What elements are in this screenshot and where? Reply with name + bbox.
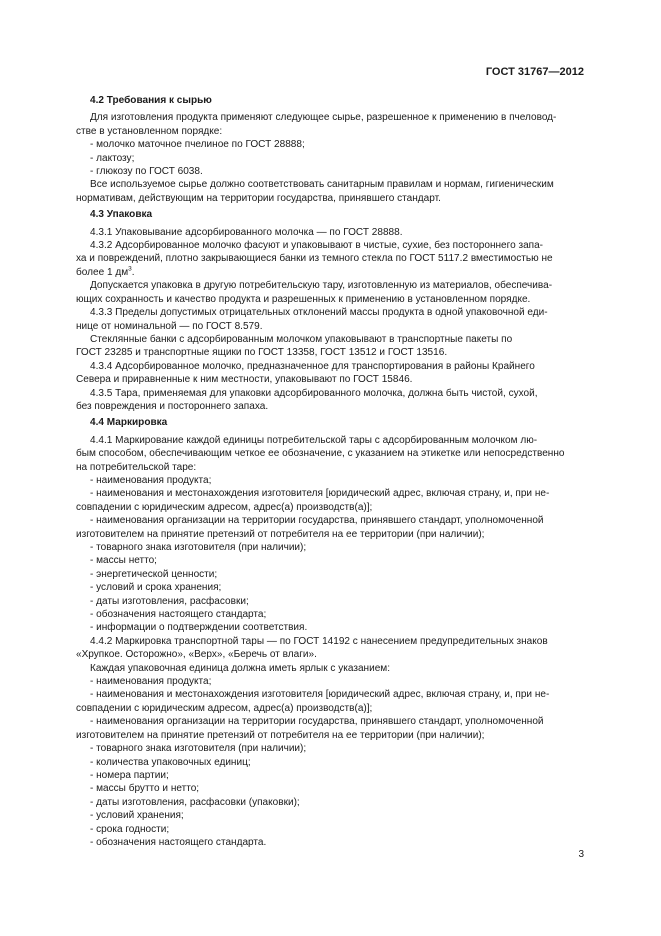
paragraph bbox=[76, 239, 583, 279]
paragraph-first-line: 4.3.2 Адсорбированное молочко фасуют и упаковывают в чистые, сухие, без постороннего запа- bbox=[90, 240, 544, 252]
section-heading: 4.4 Маркировка bbox=[90, 417, 168, 429]
list-item bbox=[76, 621, 583, 634]
paragraph-continuation-line: «Хрупкое. Осторожно», «Верх», «Беречь от влаги». bbox=[76, 649, 317, 661]
paragraph-continuation-line: Севера и приравненные к ним местности, упаковывают по ГОСТ 15846. bbox=[76, 374, 413, 386]
list-item bbox=[76, 554, 583, 567]
list-item-text: - наименования организации на территории государства, принявшего стандарт, уполномоченной bbox=[90, 716, 544, 728]
list-item bbox=[76, 782, 583, 795]
paragraph bbox=[76, 279, 583, 306]
list-item bbox=[76, 823, 583, 836]
list-item bbox=[76, 675, 583, 688]
paragraph-continuation-line: ха и повреждений, плотно закрывающиеся банки из темного стекла по ГОСТ 5117.2 вместимостью не bbox=[76, 253, 553, 265]
paragraph-first-line: 4.3.4 Адсорбированное молочко, предназначенное для транспортирования в районы Крайнего bbox=[90, 360, 535, 372]
paragraph bbox=[76, 434, 583, 474]
paragraph-continuation-line: изготовителем на принятие претензий от потребителя на ее территории (при наличии); bbox=[76, 528, 485, 540]
paragraph-continuation-line: бым способом, обеспечивающим четкое ее обозначение, с указанием на этикетке или непосредственно bbox=[76, 448, 565, 460]
line-tail: . bbox=[131, 266, 135, 278]
paragraph-first-line: Стеклянные банки с адсорбированным молочком упаковывают в транспортные пакеты по bbox=[90, 333, 513, 345]
list-item bbox=[76, 165, 583, 178]
paragraph bbox=[76, 178, 583, 205]
list-item-text: - условий и срока хранения; bbox=[90, 582, 222, 594]
list-item bbox=[76, 715, 583, 742]
list-item bbox=[76, 514, 583, 541]
list-item bbox=[76, 595, 583, 608]
paragraph-first-line: 4.4.2 Маркировка транспортной тары — по ГОСТ 14192 с нанесением предупредительных знаков bbox=[90, 635, 548, 647]
list-item bbox=[76, 581, 583, 594]
list-item-text: - даты изготовления, расфасовки (упаковки); bbox=[90, 796, 300, 808]
superscript: 3 bbox=[128, 265, 132, 273]
list-item-text: - лактозу; bbox=[90, 152, 135, 164]
paragraph-continuation-line: совпадении с юридическим адресом, адрес(а) производств(а)]; bbox=[76, 702, 373, 714]
paragraph-continuation-line: на потребительской таре: bbox=[76, 461, 197, 473]
paragraph-first-line: Для изготовления продукта применяют следующее сырье, разрешенное к применению в пчеловод- bbox=[90, 112, 557, 124]
paragraph-continuation-line: совпадении с юридическим адресом, адрес(а) производств(а)]; bbox=[76, 501, 373, 513]
list-item-text: - информации о подтверждении соответствия. bbox=[90, 622, 308, 634]
line-text: более 1 дм bbox=[76, 266, 129, 278]
list-item bbox=[76, 836, 583, 849]
list-item bbox=[76, 608, 583, 621]
section-heading: 4.2 Требования к сырью bbox=[90, 95, 212, 106]
paragraph-continuation-line: стве в установленном порядке: bbox=[76, 125, 223, 137]
paragraph-first-line: 4.3.5 Тара, применяемая для упаковки адсорбированного молочка, должна быть чистой, сухой, bbox=[90, 387, 538, 399]
list-item-text: - наименования и местонахождения изготовителя [юридический адрес, включая страну, и, при не- bbox=[90, 689, 550, 701]
paragraph bbox=[76, 333, 583, 360]
paragraph-continuation-line: без повреждения и постороннего запаха. bbox=[76, 400, 269, 412]
list-item bbox=[76, 809, 583, 822]
paragraph bbox=[76, 635, 583, 662]
paragraph bbox=[76, 662, 583, 675]
list-item bbox=[76, 769, 583, 782]
list-item bbox=[76, 474, 583, 487]
paragraph bbox=[76, 360, 583, 387]
paragraph bbox=[76, 306, 583, 333]
list-item bbox=[76, 487, 583, 514]
paragraph-continuation-line: нормативам, действующим на территории государства, принявшего стандарт. bbox=[76, 192, 441, 204]
paragraph-first-line: 4.3.3 Пределы допустимых отрицательных отклонений массы продукта в одной упаковочной еди- bbox=[90, 307, 548, 319]
list-item-text: - товарного знака изготовителя (при наличии); bbox=[90, 743, 307, 755]
list-item-text: - номера партии; bbox=[90, 769, 169, 781]
document-body bbox=[76, 94, 583, 849]
list-item-text: - наименования продукта; bbox=[90, 474, 212, 486]
list-item-text: - обозначения настоящего стандарта. bbox=[90, 836, 267, 848]
list-item-text: - наименования и местонахождения изготовителя [юридический адрес, включая страну, и, при не- bbox=[90, 488, 550, 500]
list-item bbox=[76, 541, 583, 554]
list-item-text: - наименования продукта; bbox=[90, 676, 212, 688]
section-heading: 4.3 Упаковка bbox=[90, 209, 153, 221]
list-item bbox=[76, 138, 583, 151]
list-item-text: - количества упаковочных единиц; bbox=[90, 756, 251, 768]
paragraph-first-line: Каждая упаковочная единица должна иметь ярлык с указанием: bbox=[90, 662, 390, 674]
list-item bbox=[76, 152, 583, 165]
list-item-text: - глюкозу по ГОСТ 6038. bbox=[90, 166, 203, 178]
paragraph-continuation-line bbox=[76, 266, 583, 279]
list-item bbox=[76, 742, 583, 755]
paragraph bbox=[76, 387, 583, 414]
list-item-text: - массы брутто и нетто; bbox=[90, 783, 200, 795]
list-item bbox=[76, 568, 583, 581]
list-item-text: - срока годности; bbox=[90, 823, 170, 835]
paragraph-continuation-line: изготовителем на принятие претензий от потребителя на ее территории (при наличии); bbox=[76, 729, 485, 741]
paragraph-continuation-line: ющих сохранность и качество продукта и разрешенных к применению в установленном порядке. bbox=[76, 293, 531, 305]
list-item-text: - массы нетто; bbox=[90, 555, 157, 567]
paragraph-first-line: 4.3.1 Упаковывание адсорбированного молочка — по ГОСТ 28888. bbox=[90, 226, 403, 238]
list-item bbox=[76, 756, 583, 769]
paragraph-continuation-line: нице от номинальной — по ГОСТ 8.579. bbox=[76, 320, 263, 332]
page-number: 3 bbox=[578, 849, 584, 860]
paragraph-continuation-line: ГОСТ 23285 и транспортные ящики по ГОСТ 13358, ГОСТ 13512 и ГОСТ 13516. bbox=[76, 347, 448, 359]
list-item-text: - наименования организации на территории государства, принявшего стандарт, уполномоченной bbox=[90, 515, 544, 527]
list-item-text: - молочко маточное пчелиное по ГОСТ 28888; bbox=[90, 139, 305, 151]
list-item bbox=[76, 796, 583, 809]
list-item bbox=[76, 688, 583, 715]
paragraph bbox=[76, 111, 583, 138]
list-item-text: - товарного знака изготовителя (при наличии); bbox=[90, 542, 307, 553]
list-item-text: - обозначения настоящего стандарта; bbox=[90, 609, 267, 621]
list-item-text: - энергетической ценности; bbox=[90, 568, 218, 580]
standard-designation: ГОСТ 31767—2012 bbox=[485, 66, 584, 78]
paragraph bbox=[76, 226, 583, 239]
list-item-text: - даты изготовления, расфасовки; bbox=[90, 595, 249, 607]
paragraph-first-line: Все используемое сырье должно соответствовать санитарным правилам и нормам, гигиеническим bbox=[90, 179, 554, 191]
paragraph-first-line: Допускается упаковка в другую потребительскую тару, изготовленную из материалов, обеспечива- bbox=[90, 280, 553, 292]
list-item-text: - условий хранения; bbox=[90, 810, 184, 822]
paragraph-first-line: 4.4.1 Маркирование каждой единицы потребительской тары с адсорбированным молочком лю- bbox=[90, 434, 538, 446]
